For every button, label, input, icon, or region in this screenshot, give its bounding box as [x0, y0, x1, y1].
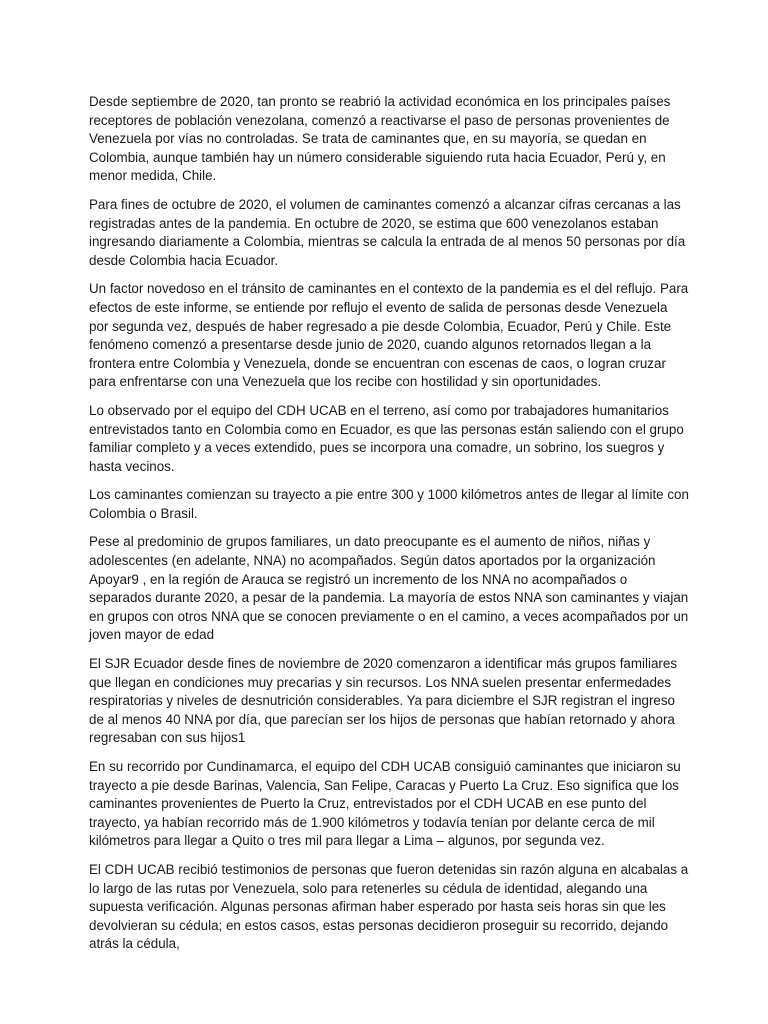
paragraph-3: Un factor novedoso en el tránsito de caminantes en el contexto de la pandemia es el del reflujo. Para efectos de este informe, se entiende por reflujo el evento de salida de personas desde Venezuela por segunda vez, después de haber regresado a pie desde Colombia, Ecuador, Perú y Chile. Este fenómeno comenzó a presentarse desde junio de 2020, cuando algunos retornados llegan a la frontera entre Colombia y Venezuela, donde se encuentran con escenas de caos, o logran cruzar para enfrentarse con una Venezuela que los recibe con hostilidad y sin oportunidades.: [89, 281, 689, 390]
paragraph-6: Pese al predominio de grupos familiares, un dato preocupante es el aumento de niños, niñas y adolescentes (en adelante, NNA) no acompañados. Según datos aportados por la organización Apoyar9 , en la región de Arauca se registró un incremento de los NNA no acompañados o separados durante 2020, a pesar de la pandemia. La mayoría de estos NNA son caminantes y viajan en grupos con otros NNA que se conocen previamente o en el camino, a veces acompañados por un joven mayor de edad: [89, 534, 689, 643]
paragraph-8: En su recorrido por Cundinamarca, el equipo del CDH UCAB consiguió caminantes que iniciaron su trayecto a pie desde Barinas, Valencia, San Felipe, Caracas y Puerto La Cruz. Eso significa que los caminantes provenientes de Puerto la Cruz, entrevistados por el CDH UCAB en ese punto del trayecto, ya habían recorrido más de 1.900 kilómetros y todavía tenían por delante cerca de mil kilómetros para llegar a Quito o tres mil para llegar a Lima – algunos, por segunda vez.: [89, 759, 681, 849]
paragraph-5: Los caminantes comienzan su trayecto a pie entre 300 y 1000 kilómetros antes de llegar al límite con Colombia o Brasil.: [89, 487, 689, 521]
paragraph-7: El SJR Ecuador desde fines de noviembre de 2020 comenzaron a identificar más grupos familiares que llegan en condiciones muy precarias y sin recursos. Los NNA suelen presentar enfermedades respiratorias y niveles de desnutrición considerables. Ya para diciembre el SJR registran el ingreso de al menos 40 NNA por día, que parecían ser los hijos de personas que habían retornado y ahora regresaban con sus hijos1: [89, 656, 678, 746]
paragraph-4: Lo observado por el equipo del CDH UCAB en el terreno, así como por trabajadores humanitarios entrevistados tanto en Colombia como en Ecuador, es que las personas están saliendo con el grupo familiar completo y a veces extendido, pues se incorpora una comadre, un sobrino, los suegros y hasta vecinos.: [89, 402, 684, 474]
paragraph-9: El CDH UCAB recibió testimonios de personas que fueron detenidas sin razón alguna en alcabalas a lo largo de las rutas por Venezuela, solo para retenerles su cédula de identidad, alegando una supuesta verificación. Algunas personas afirman haber esperado por hasta seis horas sin que les devolvieran su cédula; en estos casos, estas personas decidieron proseguir su recorrido, dejando atrás la cédula,: [89, 861, 689, 952]
document-page: [89, 93, 689, 964]
paragraph-2: Para fines de octubre de 2020, el volumen de caminantes comenzó a alcanzar cifras cercanas a las registradas antes de la pandemia. En octubre de 2020, se estima que 600 venezolanos estaban ingresando diariamente a Colombia, mientras se calcula la entrada de al menos 50 personas por día desde Colombia hacia Ecuador.: [89, 196, 686, 268]
paragraph-1: Desde septiembre de 2020, tan pronto se reabrió la actividad económica en los principales países receptores de población venezolana, comenzó a reactivarse el paso de personas provenientes de Venezuela por vías no controladas. Se trata de caminantes que, en su mayoría, se quedan en Colombia, aunque también hay un número considerable siguiendo ruta hacia Ecuador, Perú y, en menor medida, Chile.: [89, 94, 671, 184]
